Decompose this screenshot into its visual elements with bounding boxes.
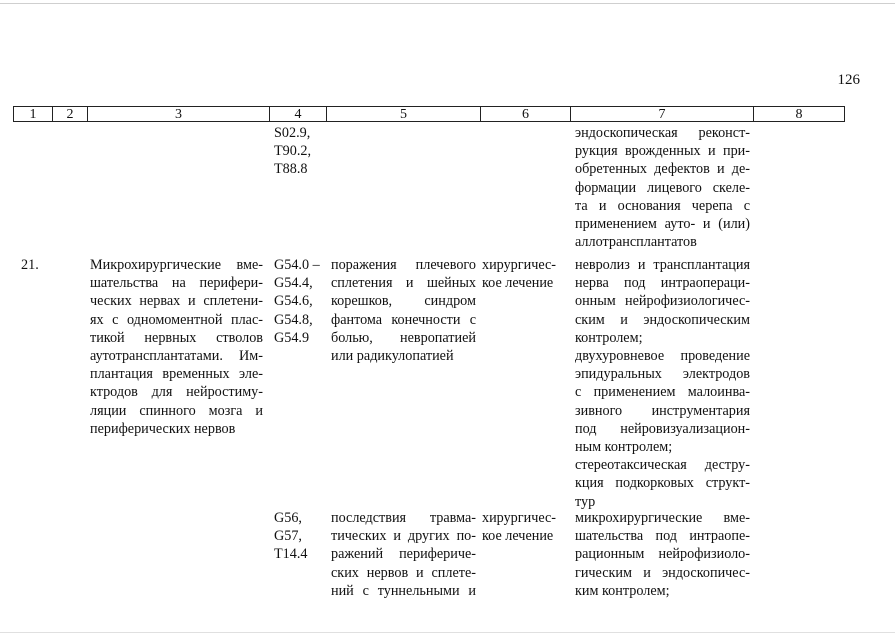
model-line: ских нервов и сплете-: [331, 564, 476, 581]
name-line: ях с одномоментной плас-: [90, 311, 263, 328]
subrow-b-treatment: [482, 509, 556, 545]
subrow-b-model: [331, 509, 476, 600]
header-col-5: 5: [326, 106, 480, 122]
name-line: ческих нервах и сплетени-: [90, 293, 263, 310]
model-line: поражения плечевого: [331, 257, 476, 273]
header-col-2: 2: [52, 106, 87, 122]
code-line: G57,: [274, 528, 302, 545]
model-line: ний с туннельными и: [331, 582, 476, 599]
code-line: G56,: [274, 510, 302, 526]
method-line: применением ауто- и (или): [575, 216, 750, 233]
model-line: ражений перифериче-: [331, 546, 476, 563]
method-line: аллотрансплантатов: [575, 234, 697, 251]
method-line: рационным нейрофизиоло-: [575, 546, 750, 563]
name-line: аутотрансплантатами. Им-: [90, 348, 263, 365]
method-line: онным нейрофизиологичес-: [575, 293, 750, 310]
header-col-4: 4: [269, 106, 326, 122]
subrow-a-treatment: [482, 256, 556, 292]
header-col-8: 8: [753, 106, 845, 122]
subrow-a-model: [331, 256, 476, 365]
method-line: тур: [575, 493, 596, 510]
model-line: сплетения и шейных: [331, 275, 476, 292]
subrow-b-codes: [274, 509, 308, 564]
code-line: T14.4: [274, 546, 308, 563]
header-col-1: 1: [13, 106, 52, 122]
method-line: стереотаксическая дестру-: [575, 457, 750, 474]
method-line: контролем;: [575, 329, 643, 346]
header-col-6: 6: [480, 106, 570, 122]
header-col-7: 7: [570, 106, 753, 122]
name-line: плантация временных эле-: [90, 366, 263, 383]
method-line: зивного инструментария: [575, 402, 750, 419]
method-line: формации лицевого скеле-: [575, 179, 750, 196]
method-line: обретенных дефектов и де-: [575, 161, 750, 178]
model-line: последствия травма-: [331, 510, 476, 526]
method-line: микрохирургические вме-: [575, 510, 750, 526]
scan-artifact-top: [0, 3, 895, 4]
method-line: эпидуральных электродов: [575, 366, 750, 383]
code-line: S02.9,: [274, 125, 311, 141]
name-line: тикой нервных стволов: [90, 329, 263, 346]
model-line: фантома конечности с: [331, 311, 476, 328]
subrow-a-codes: [274, 256, 320, 347]
name-line: шательства на перифери-: [90, 275, 263, 292]
name-line: ктродов для нейростиму-: [90, 384, 263, 401]
code-line: G54.9: [274, 329, 310, 346]
page-number: 126: [837, 72, 860, 88]
method-line: нерва под интраопераци-: [575, 275, 750, 292]
continued-method: [575, 124, 750, 251]
subrow-b-method: [575, 509, 750, 600]
code-line: G54.4,: [274, 275, 313, 292]
name-line: ляции спинного мозга и: [90, 402, 263, 419]
method-line: под нейровизуализацион-: [575, 420, 750, 437]
model-line: болью, невропатией: [331, 329, 476, 346]
code-line: G54.8,: [274, 311, 313, 328]
code-line: G54.0 –: [274, 257, 320, 273]
model-line: или радикулопатией: [331, 348, 454, 365]
name-line: периферических нервов: [90, 420, 236, 437]
method-line: с применением малоинва-: [575, 384, 750, 401]
model-line: корешков, синдром: [331, 293, 476, 310]
treatment-line: хирургичес-: [482, 257, 556, 273]
method-line: кция подкорковых структ-: [575, 475, 750, 492]
treatment-line: хирургичес-: [482, 510, 556, 526]
method-line: та и основания черепа с: [575, 197, 750, 214]
method-line: гическим и эндоскопичес-: [575, 564, 750, 581]
method-line: ким контролем;: [575, 582, 670, 599]
method-line: эндоскопическая реконст-: [575, 125, 750, 141]
treatment-line: кое лечение: [482, 275, 554, 292]
row-number: 21.: [21, 257, 39, 273]
header-col-3: 3: [87, 106, 269, 122]
code-line: T90.2,: [274, 143, 312, 160]
method-line: шательства под интраопе-: [575, 528, 750, 545]
continued-codes: [274, 124, 311, 179]
method-line: ским и эндоскопическим: [575, 311, 750, 328]
method-line: ным контролем;: [575, 439, 673, 456]
method-line: рукция врожденных и при-: [575, 143, 750, 160]
method-line: невролиз и трансплантация: [575, 257, 750, 273]
method-line: двухуровневое проведение: [575, 348, 750, 365]
code-line: G54.6,: [274, 293, 313, 310]
subrow-a-method: [575, 256, 750, 511]
treatment-line: кое лечение: [482, 528, 554, 545]
name-line: Микрохирургические вме-: [90, 257, 263, 273]
code-line: T88.8: [274, 161, 308, 178]
row-name: [90, 256, 263, 438]
scan-artifact-bottom: [0, 632, 895, 633]
model-line: тических и других по-: [331, 528, 476, 545]
